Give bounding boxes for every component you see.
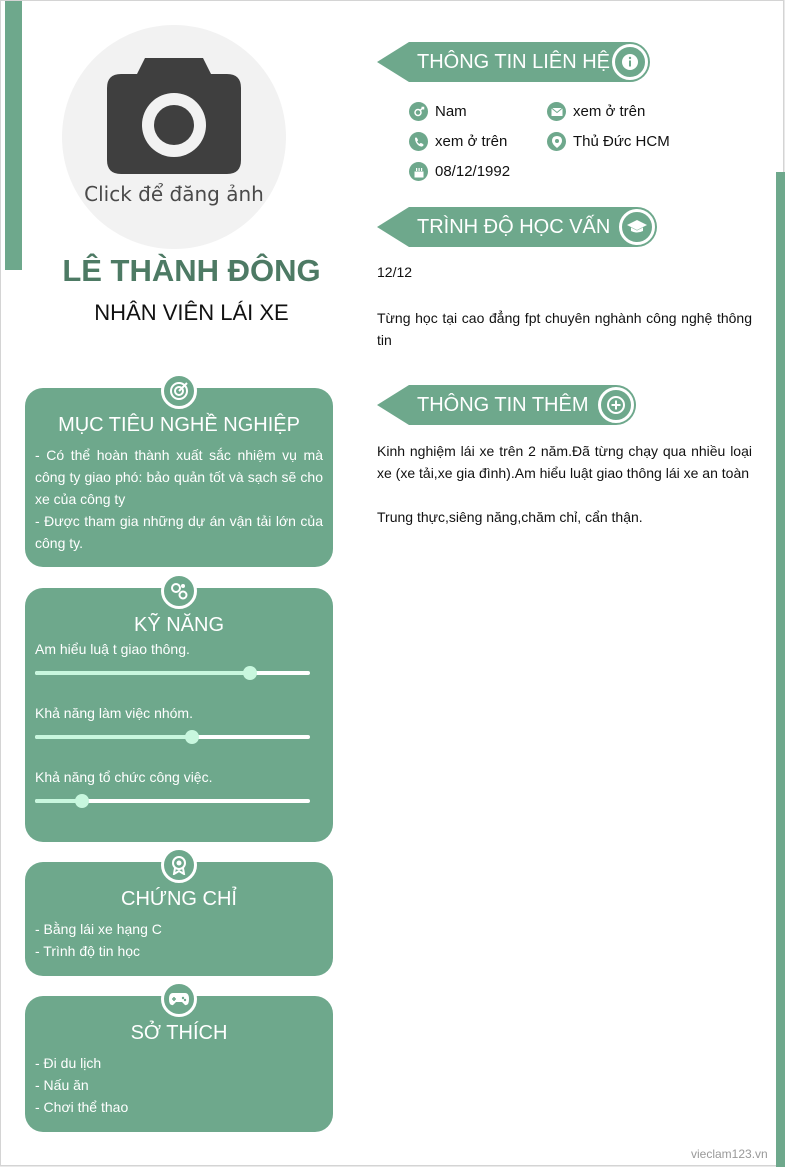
hobby-line: - Đi du lịch xyxy=(35,1055,102,1071)
career-goal-title: MỤC TIÊU NGHỀ NGHIỆP xyxy=(58,414,300,436)
skill-item xyxy=(35,639,323,675)
birthday-cake-icon xyxy=(409,162,428,181)
gender-icon xyxy=(409,102,428,121)
skill-level-handle[interactable] xyxy=(243,666,257,680)
candidate-name: LÊ THÀNH ĐÔNG xyxy=(62,253,321,288)
skill-level-slider[interactable] xyxy=(35,735,310,739)
gender-value: Nam xyxy=(435,103,467,120)
certificates-title: CHỨNG CHỈ xyxy=(121,888,237,910)
job-title: NHÂN VIÊN LÁI XE xyxy=(94,300,289,325)
award-icon xyxy=(161,847,197,883)
education-title: TRÌNH ĐỘ HỌC VẤN xyxy=(417,216,611,238)
graduation-cap-icon xyxy=(619,209,655,245)
extra-info-paragraph: Kinh nghiệm lái xe trên 2 năm.Đã từng chạy qua nhiều loại xe (xe tải,xe gia đình).Am hiểu luật giao thông lái xe an toàn xyxy=(377,443,752,481)
skills-card xyxy=(25,588,333,842)
skill-name: Khả năng tổ chức công việc. xyxy=(35,769,213,785)
target-icon xyxy=(161,373,197,409)
contact-phone xyxy=(409,132,507,151)
career-goal-line: - Có thể hoàn thành xuất sắc nhiệm vụ mà công ty giao phó: bảo quản tốt và sạch sẽ cho xe của công ty xyxy=(35,447,323,507)
right-accent-bar xyxy=(776,172,785,1167)
info-icon xyxy=(612,44,648,80)
extra-info-section-header xyxy=(377,385,636,425)
left-accent-bar xyxy=(5,1,22,270)
contact-email xyxy=(547,102,645,121)
career-goal-card xyxy=(25,388,333,567)
email-value: xem ở trên xyxy=(573,103,646,120)
certificate-line: - Trình độ tin học xyxy=(35,943,141,959)
extra-info-paragraph: Trung thực,siêng năng,chăm chỉ, cẩn thận. xyxy=(377,509,643,525)
skill-name: Am hiểu luậ t giao thông. xyxy=(35,641,190,657)
avatar-upload-label: Click để đăng ảnh xyxy=(84,182,264,206)
contact-title: THÔNG TIN LIÊN HỆ xyxy=(417,51,610,73)
skill-item xyxy=(35,703,323,739)
camera-icon xyxy=(107,58,241,174)
contact-birthday xyxy=(409,162,510,181)
contact-address xyxy=(547,132,670,151)
skill-level-handle[interactable] xyxy=(185,730,199,744)
gamepad-icon xyxy=(161,981,197,1017)
certificate-line: - Bằng lái xe hạng C xyxy=(35,921,162,937)
birthday-value: 08/12/1992 xyxy=(435,163,511,180)
skill-level-slider[interactable] xyxy=(35,671,310,675)
career-goal-line: - Được tham gia những dự án vận tải lớn của công ty. xyxy=(35,513,323,551)
education-grade: 12/12 xyxy=(377,264,413,280)
certificates-card xyxy=(25,862,333,976)
hobby-line: - Chơi thể thao xyxy=(35,1099,129,1115)
phone-value: xem ở trên xyxy=(435,133,508,150)
skill-name: Khả năng làm việc nhóm. xyxy=(35,705,193,721)
contact-gender xyxy=(409,102,467,121)
education-detail: Từng học tại cao đẳng fpt chuyên nghành công nghệ thông tin xyxy=(377,310,752,348)
skill-level-handle[interactable] xyxy=(75,794,89,808)
address-value: Thủ Đức HCM xyxy=(573,133,670,150)
skill-level-fill xyxy=(35,735,192,739)
skills-title: KỸ NĂNG xyxy=(133,614,225,636)
extra-info-title: THÔNG TIN THÊM xyxy=(417,394,589,416)
skill-item xyxy=(35,767,323,803)
education-section-header xyxy=(377,207,657,247)
skill-level-fill xyxy=(35,671,250,675)
contact-section-header xyxy=(377,42,650,82)
hobbies-title: SỞ THÍCH xyxy=(130,1022,228,1044)
phone-icon xyxy=(409,132,428,151)
skill-level-slider[interactable] xyxy=(35,799,310,803)
footer-brand: vieclam123.vn xyxy=(691,1147,768,1161)
hobbies-card xyxy=(25,996,333,1132)
hobby-line: - Nấu ăn xyxy=(35,1077,89,1093)
plus-circle-icon xyxy=(598,387,634,423)
avatar-upload[interactable] xyxy=(62,25,286,249)
envelope-icon xyxy=(547,102,566,121)
location-pin-icon xyxy=(547,132,566,151)
gears-icon xyxy=(161,573,197,609)
